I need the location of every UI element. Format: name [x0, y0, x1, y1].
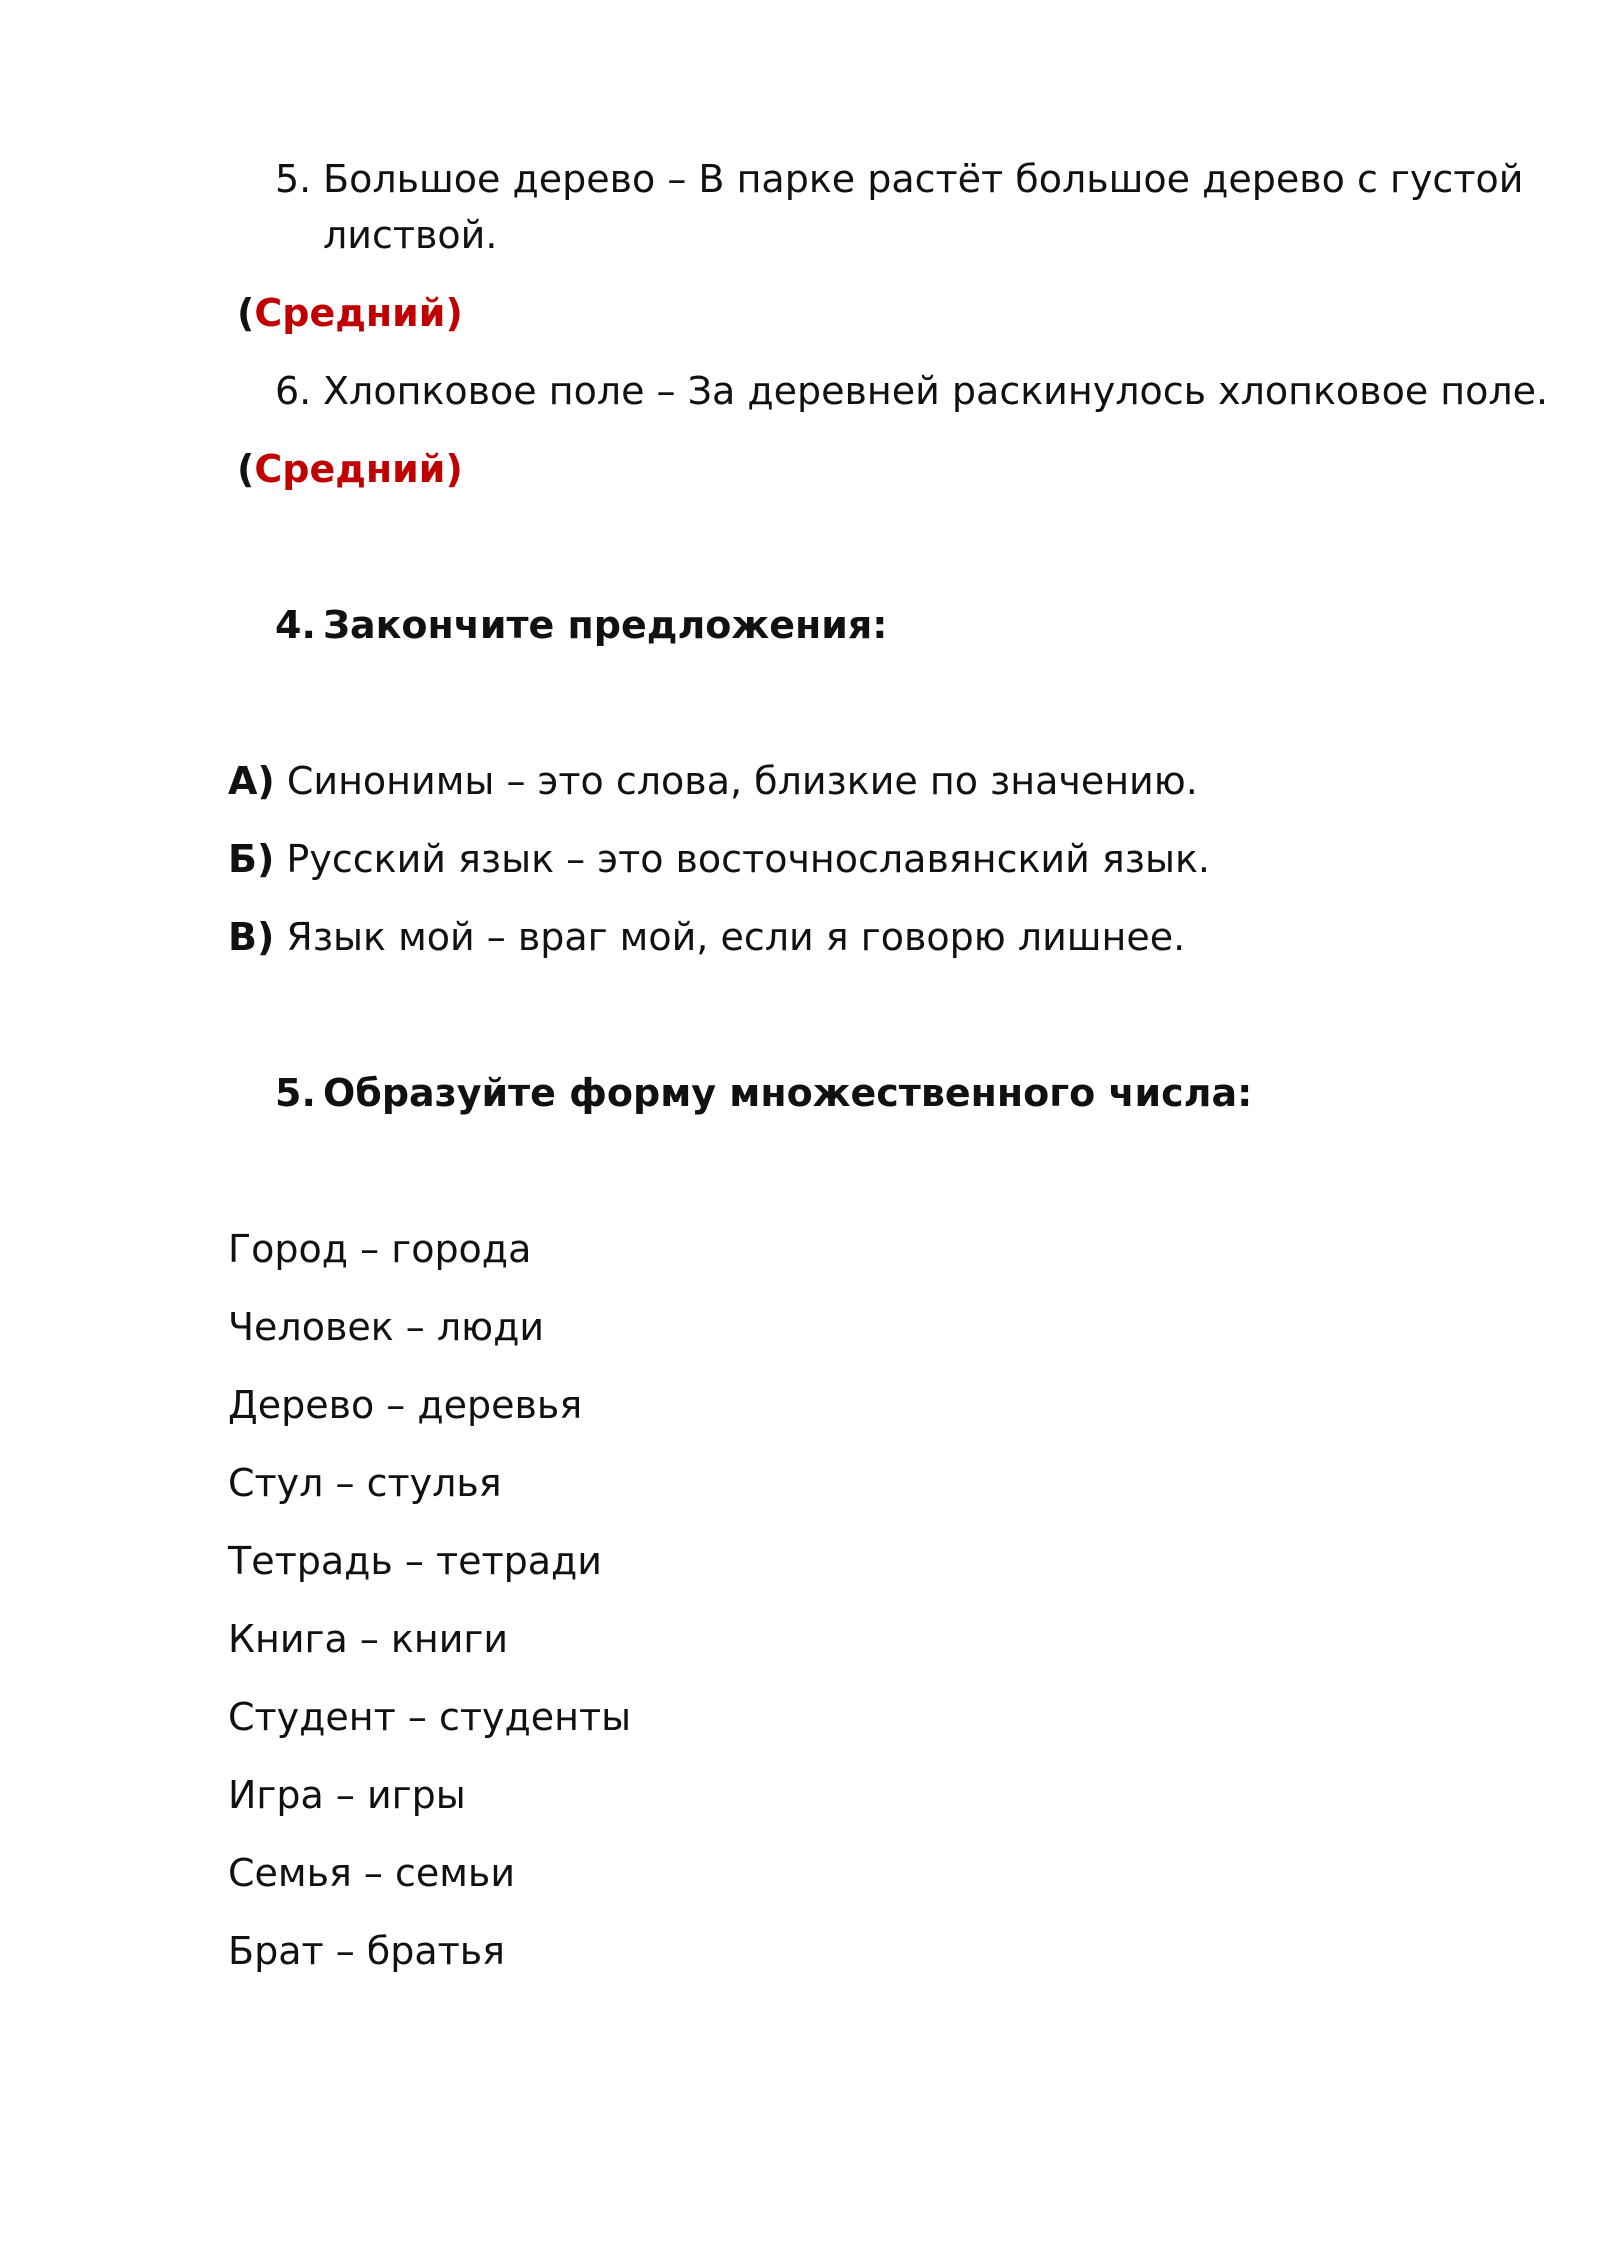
sentence-a	[228, 753, 1198, 809]
task-title: Образуйте форму множественного числа:	[323, 1071, 1253, 1115]
difficulty-word: Средний	[254, 291, 446, 335]
plural-pair: Брат – братья	[228, 1929, 506, 1973]
sentence-b	[228, 831, 1210, 887]
difficulty-label: (Средний)	[237, 447, 463, 491]
task-number: 5.	[275, 1071, 316, 1115]
sentence-c	[228, 909, 1185, 965]
task-title: Закончите предложения:	[323, 603, 888, 647]
difficulty-label: (Средний)	[237, 291, 463, 335]
list-item-text: Хлопковое поле – За деревней раскинулось хлопковое поле.	[323, 369, 1549, 413]
plural-pair: Семья – семьи	[228, 1851, 516, 1895]
plural-pair: Игра – игры	[228, 1773, 466, 1817]
plural-pair: Тетрадь – тетради	[228, 1539, 602, 1583]
sentence-text: Язык мой – враг мой, если я говорю лишнее.	[274, 915, 1186, 959]
plural-pair: Стул – стулья	[228, 1461, 502, 1505]
sentence-letter: В)	[228, 915, 275, 959]
plural-pair: Человек – люди	[228, 1305, 545, 1349]
plural-pair: Город – города	[228, 1227, 532, 1271]
sentence-text: Синонимы – это слова, близкие по значению.	[274, 759, 1198, 803]
sentence-letter: Б)	[228, 837, 275, 881]
task-number: 4.	[275, 603, 316, 647]
list-item-number: 5.	[275, 157, 312, 201]
sentence-letter: А)	[228, 759, 275, 803]
list-item-text-continued: листвой.	[323, 213, 498, 257]
difficulty-word: Средний	[254, 447, 446, 491]
plural-pair: Дерево – деревья	[228, 1383, 583, 1427]
list-item-text: Большое дерево – В парке растёт большое дерево с густой	[323, 157, 1524, 201]
plural-pair: Студент – студенты	[228, 1695, 632, 1739]
plural-pair: Книга – книги	[228, 1617, 509, 1661]
sentence-text: Русский язык – это восточнославянский язык.	[274, 837, 1210, 881]
list-item-number: 6.	[275, 369, 312, 413]
